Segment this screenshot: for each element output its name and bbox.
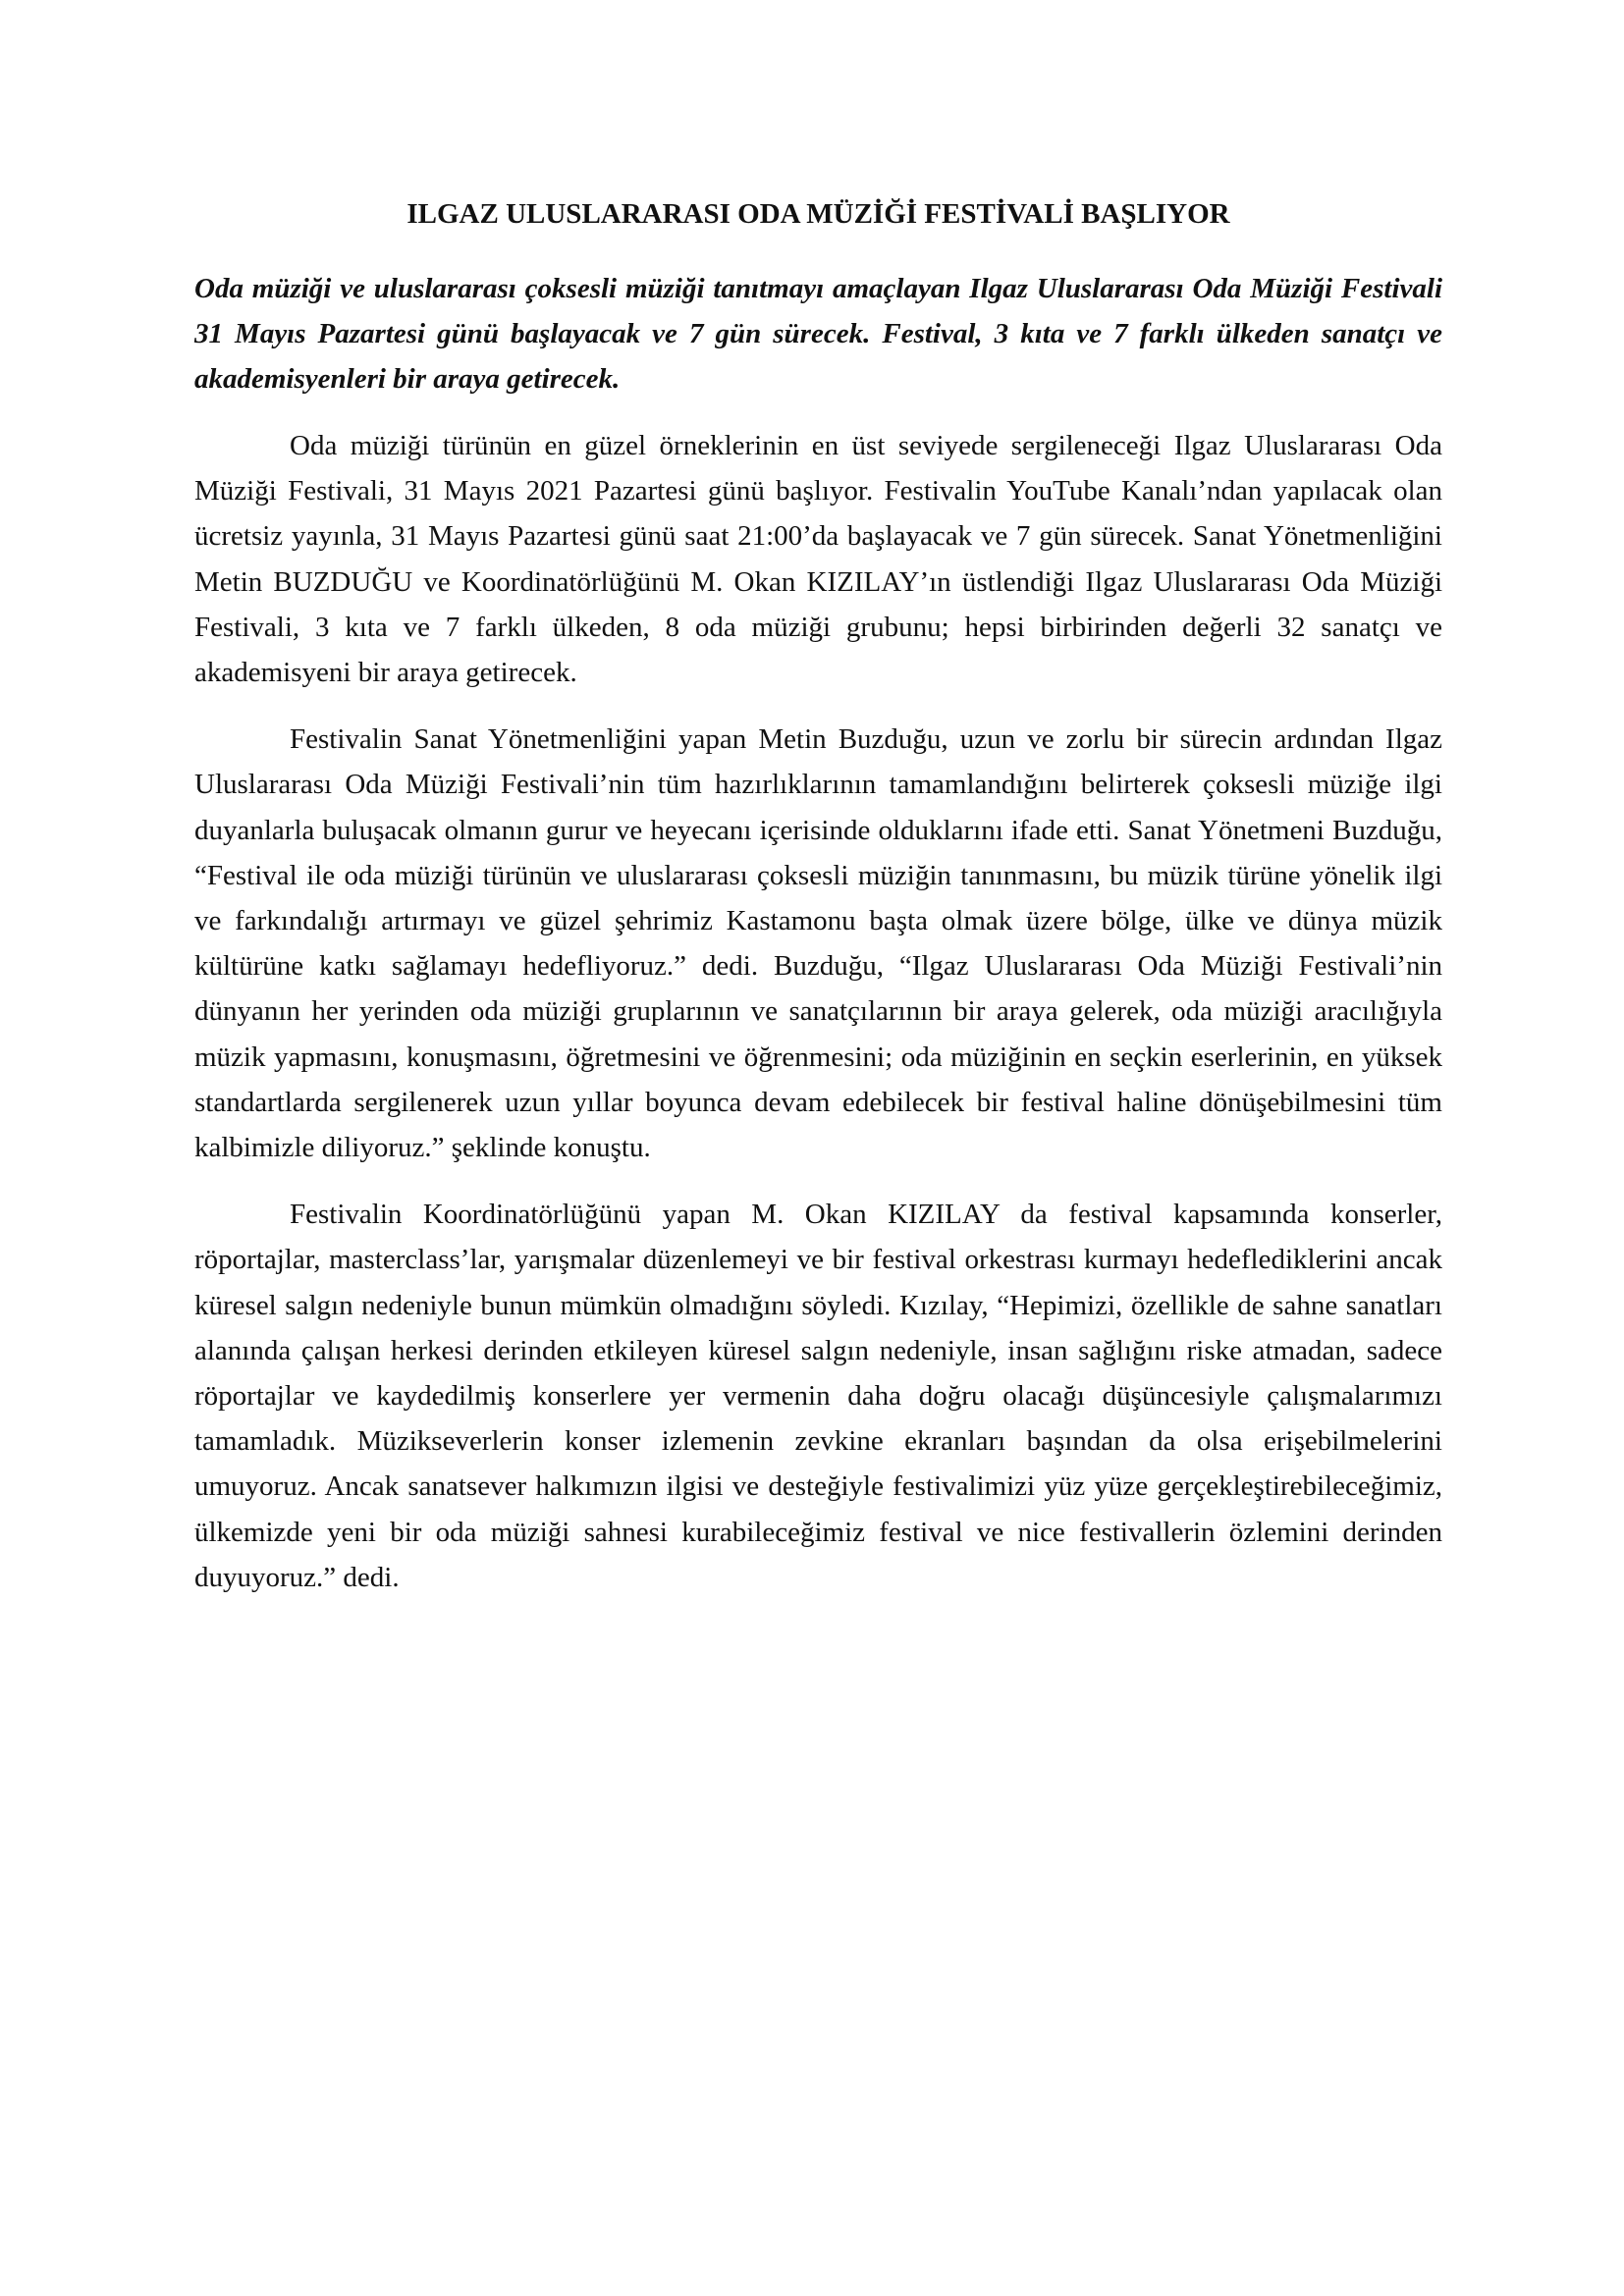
press-release-title: ILGAZ ULUSLARARASI ODA MÜZİĞİ FESTİVALİ BAŞLIYOR [406, 198, 1230, 230]
body-paragraph-1: Oda müziği türünün en güzel örneklerinin en üst seviyede sergileneceği Ilgaz Uluslararası Oda Müziği Festivali, 31 Mayıs 2021 Pazartesi günü başlıyor. Festivalin YouTube Kanalı’ndan yapılacak olan ücretsiz yayınla, 31 Mayıs Pazartesi günü saat 21:00’da başlayacak ve 7 gün sürecek. Sanat Yönetmenliğini Metin BUZDUĞU ve Koordinatörlüğünü M. Okan KIZILAY’ın üstlendiği Ilgaz Uluslararası Oda Müziği Festivali, 3 kıta ve 7 farklı ülkeden, 8 oda müziği grubunu; hepsi birbirinden değerli 32 sanatçı ve akademisyeni bir araya getirecek. [194, 430, 1442, 689]
body-paragraph-3: Festivalin Koordinatörlüğünü yapan M. Okan KIZILAY da festival kapsamında konserler, röportajlar, masterclass’lar, yarışmalar düzenlemeyi ve bir festival orkestrası kurmayı hedeflediklerini ancak küresel salgın nedeniyle bunun mümkün olmadığını söyledi. Kızılay, “Hepimizi, özellikle de sahne sanatları alanında çalışan herkesi derinden etkileyen küresel salgın nedeniyle, insan sağlığını riske atmadan, sadece röportajlar ve kaydedilmiş konserlere yer vermenin daha doğru olacağı düşüncesiyle çalışmalarımızı tamamladık. Müzikseverlerin konser izlemenin zevkine ekranları başından da olsa erişebilmelerini umuyoruz. Ancak sanatsever halkımızın ilgisi ve desteğiyle festivalimizi yüz yüze gerçekleştirebileceğimiz, ülkemizde yeni bir oda müziği sahnesi kurabileceğimiz festival ve nice festivallerin özlemini derinden duyuyoruz.” dedi. [194, 1199, 1442, 1593]
body-paragraph-2: Festivalin Sanat Yönetmenliğini yapan Metin Buzduğu, uzun ve zorlu bir sürecin ardından Ilgaz Uluslararası Oda Müziği Festivali’nin tüm hazırlıklarının tamamlandığını belirterek çoksesli müziğe ilgi duyanlarla buluşacak olmanın gurur ve heyecanı içerisinde olduklarını ifade etti. Sanat Yönetmeni Buzduğu, “Festival ile oda müziği türünün ve uluslararası çoksesli müziğin tanınmasını, bu müzik türüne yönelik ilgi ve farkındalığı artırmayı ve güzel şehrimiz Kastamonu başta olmak üzere bölge, ülke ve dünya müzik kültürüne katkı sağlamayı hedefliyoruz.” dedi. Buzduğu, “Ilgaz Uluslararası Oda Müziği Festivali’nin dünyanın her yerinden oda müziği gruplarının ve sanatçılarının bir araya gelerek, oda müziği aracılığıyla müzik yapmasını, konuşmasını, öğretmesini ve öğrenmesini; oda müziğinin en seçkin eserlerinin, en yüksek standartlarda sergilenerek uzun yıllar boyunca devam edebilecek bir festival haline dönüşebilmesini tüm kalbimizle diliyoruz.” şeklinde konuştu. [194, 723, 1442, 1164]
lead-paragraph: Oda müziği ve uluslararası çoksesli müziği tanıtmayı amaçlayan Ilgaz Uluslararası Oda Müziği Festivali 31 Mayıs Pazartesi günü başlayacak ve 7 gün sürecek. Festival, 3 kıta ve 7 farklı ülkeden sanatçı ve akademisyenleri bir araya getirecek. [194, 273, 1442, 395]
